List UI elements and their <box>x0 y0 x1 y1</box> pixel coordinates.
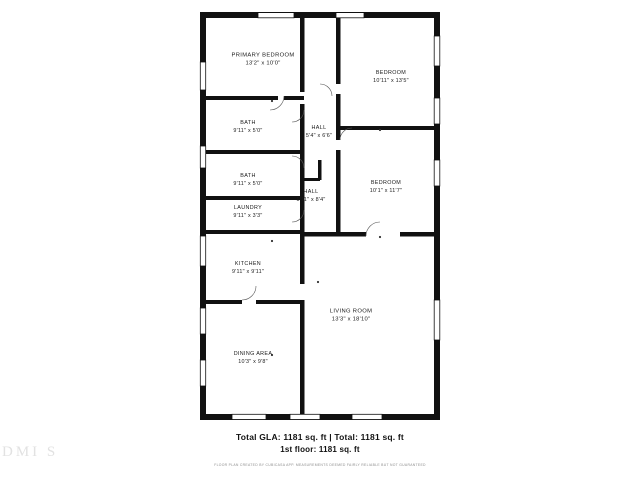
room-dimensions: 9'11" x 9'11" <box>231 268 265 275</box>
room-label-bath-1 <box>233 120 262 135</box>
room-label-bedroom-1 <box>373 70 409 85</box>
room-dimensions: 9'11" x 3'3" <box>233 212 263 219</box>
room-dimensions: 9'11" x 5'0" <box>233 127 263 134</box>
plan-footer <box>0 432 640 467</box>
room-label-hall-1 <box>306 125 332 140</box>
floor-area-text: 1st floor: 1181 sq. ft <box>280 445 360 454</box>
room-name: BEDROOM <box>375 69 407 76</box>
room-name: PRIMARY BEDROOM <box>231 52 295 59</box>
room-label-dining-area <box>234 351 273 366</box>
room-label-kitchen <box>232 261 264 276</box>
room-label-primary-bedroom <box>231 52 294 67</box>
room-dimensions: 5'4" x 6'6" <box>305 132 333 139</box>
room-dimensions: 13'2" x 10'0" <box>245 60 281 67</box>
room-name: LAUNDRY <box>233 204 263 211</box>
room-dimensions: 9'11" x 5'0" <box>233 180 263 187</box>
room-label-laundry <box>233 205 262 220</box>
room-dimensions: 1'11" x 8'4" <box>296 196 326 203</box>
room-name: KITCHEN <box>234 260 262 267</box>
watermark: DMI S <box>2 444 59 460</box>
room-name: DINING AREA <box>233 350 273 357</box>
room-dimensions: 13'3" x 18'10" <box>331 316 371 323</box>
room-name: BEDROOM <box>370 179 402 186</box>
total-area-text: Total GLA: 1181 sq. ft | Total: 1181 sq. ft <box>236 432 404 442</box>
room-name: BATH <box>240 172 256 179</box>
room-dimensions: 10'1" x 11'7" <box>369 187 403 194</box>
room-name: HALL <box>303 188 319 195</box>
disclaimer-text: FLOOR PLAN CREATED BY CUBICASA APP. MEASUREMENTS DEEMED FAIRLY RELIABLE BUT NOT GUARANTEED <box>214 463 426 467</box>
room-name: LIVING ROOM <box>329 308 373 315</box>
room-label-bedroom-2 <box>370 180 402 195</box>
room-label-hall-2 <box>296 189 325 204</box>
room-name: BATH <box>240 119 256 126</box>
room-label-living-room <box>330 308 373 323</box>
room-dimensions: 10'11" x 13'5" <box>373 77 409 84</box>
room-name: HALL <box>311 124 327 131</box>
room-dimensions: 10'3" x 9'8" <box>238 358 268 365</box>
room-label-bath-2 <box>233 173 262 188</box>
